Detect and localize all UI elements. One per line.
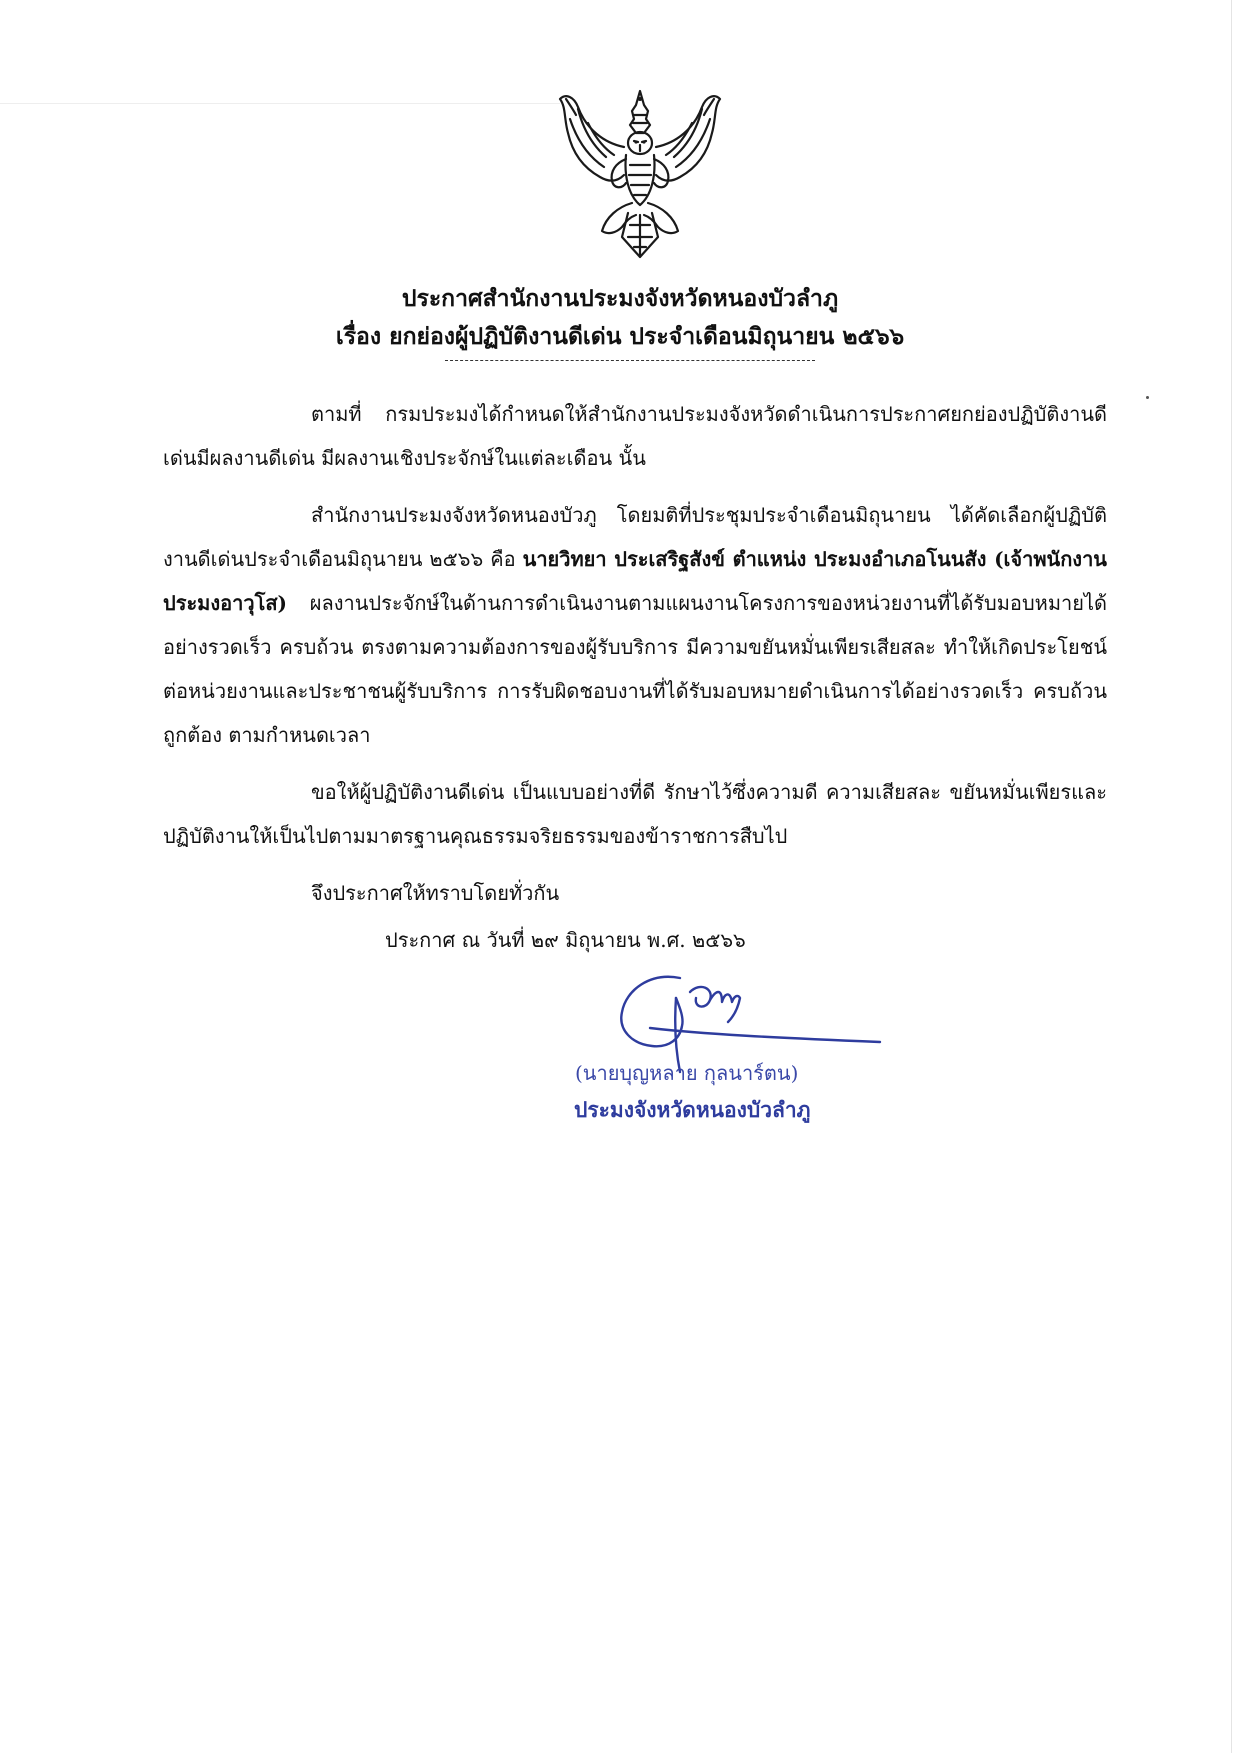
document-header bbox=[0, 280, 1240, 361]
paragraph-selection bbox=[163, 493, 1107, 757]
announcement-subject: เรื่อง ยกย่องผู้ปฏิบัติงานดีเด่น ประจำเดือนมิถุนายน ๒๕๖๖ bbox=[335, 323, 905, 350]
garuda-emblem-icon bbox=[552, 85, 728, 265]
document-body bbox=[163, 392, 1107, 928]
scan-edge bbox=[1231, 0, 1232, 1753]
selection-intro: สำนักงานประมงจังหวัดหนองบัวภู โดยมติที่ประชุมประจำเดือนมิถุนายน ได้คัดเลือกผู้ปฏิบัติงานดีเด่นประจำเดือนมิถุนายน ๒๕๖๖ คือ bbox=[163, 503, 1107, 571]
announcement-title: ประกาศสำนักงานประมงจังหวัดหนองบัวลำภู bbox=[401, 285, 839, 312]
scan-speck bbox=[1146, 396, 1149, 399]
signer-title: ประมงจังหวัดหนองบัวลำภู bbox=[574, 1097, 811, 1122]
signer-name: (นายบุญหลาย กุลนาร์ตน) bbox=[575, 1061, 799, 1085]
paragraph-background: ตามที่ กรมประมงได้กำหนดให้สำนักงานประมงจังหวัดดำเนินการประกาศยกย่องปฏิบัติงานดีเด่นมีผลงานดีเด่น มีผลงานเชิงประจักษ์ในแต่ละเดือน นั้น bbox=[163, 402, 1107, 470]
header-divider bbox=[445, 360, 815, 361]
selection-details: ผลงานประจักษ์ในด้านการดำเนินงานตามแผนงานโครงการของหน่วยงานที่ได้รับมอบหมายได้อย่างรวดเร็ว ครบถ้วน ตรงตามความต้องการของผู้รับบริการ มีความขยันหมั่นเพียรเสียสละ ทำให้เกิดประโยชน์ต่อหน่วยงานและประชาชนผู้รับบริการ การรับผิดชอบงานที่ได้รับมอบหมายดำเนินการได้อย่างรวดเร็ว ครบถ้วน ถูกต้อง ตามกำหนดเวลา bbox=[163, 591, 1107, 747]
scan-line bbox=[0, 103, 560, 104]
announcement-date: ประกาศ ณ วันที่ ๒๙ มิถุนายน พ.ศ. ๒๕๖๖ bbox=[385, 928, 746, 952]
paragraph-announcement: จึงประกาศให้ทราบโดยทั่วกัน bbox=[311, 881, 560, 905]
awardee-name-position: นายวิทยา ประเสริฐสังข์ ตำแหน่ง ประมงอำเภอโนนสัง (เจ้าพนักงานประมงอาวุโส) bbox=[163, 547, 1107, 615]
paragraph-encouragement: ขอให้ผู้ปฏิบัติงานดีเด่น เป็นแบบอย่างที่ดี รักษาไว้ซึ่งความดี ความเสียสละ ขยันหมั่นเพียรและปฏิบัติงานให้เป็นไปตามมาตรฐานคุณธรรมจริยธรรมของข้าราชการสืบไป bbox=[163, 780, 1107, 848]
